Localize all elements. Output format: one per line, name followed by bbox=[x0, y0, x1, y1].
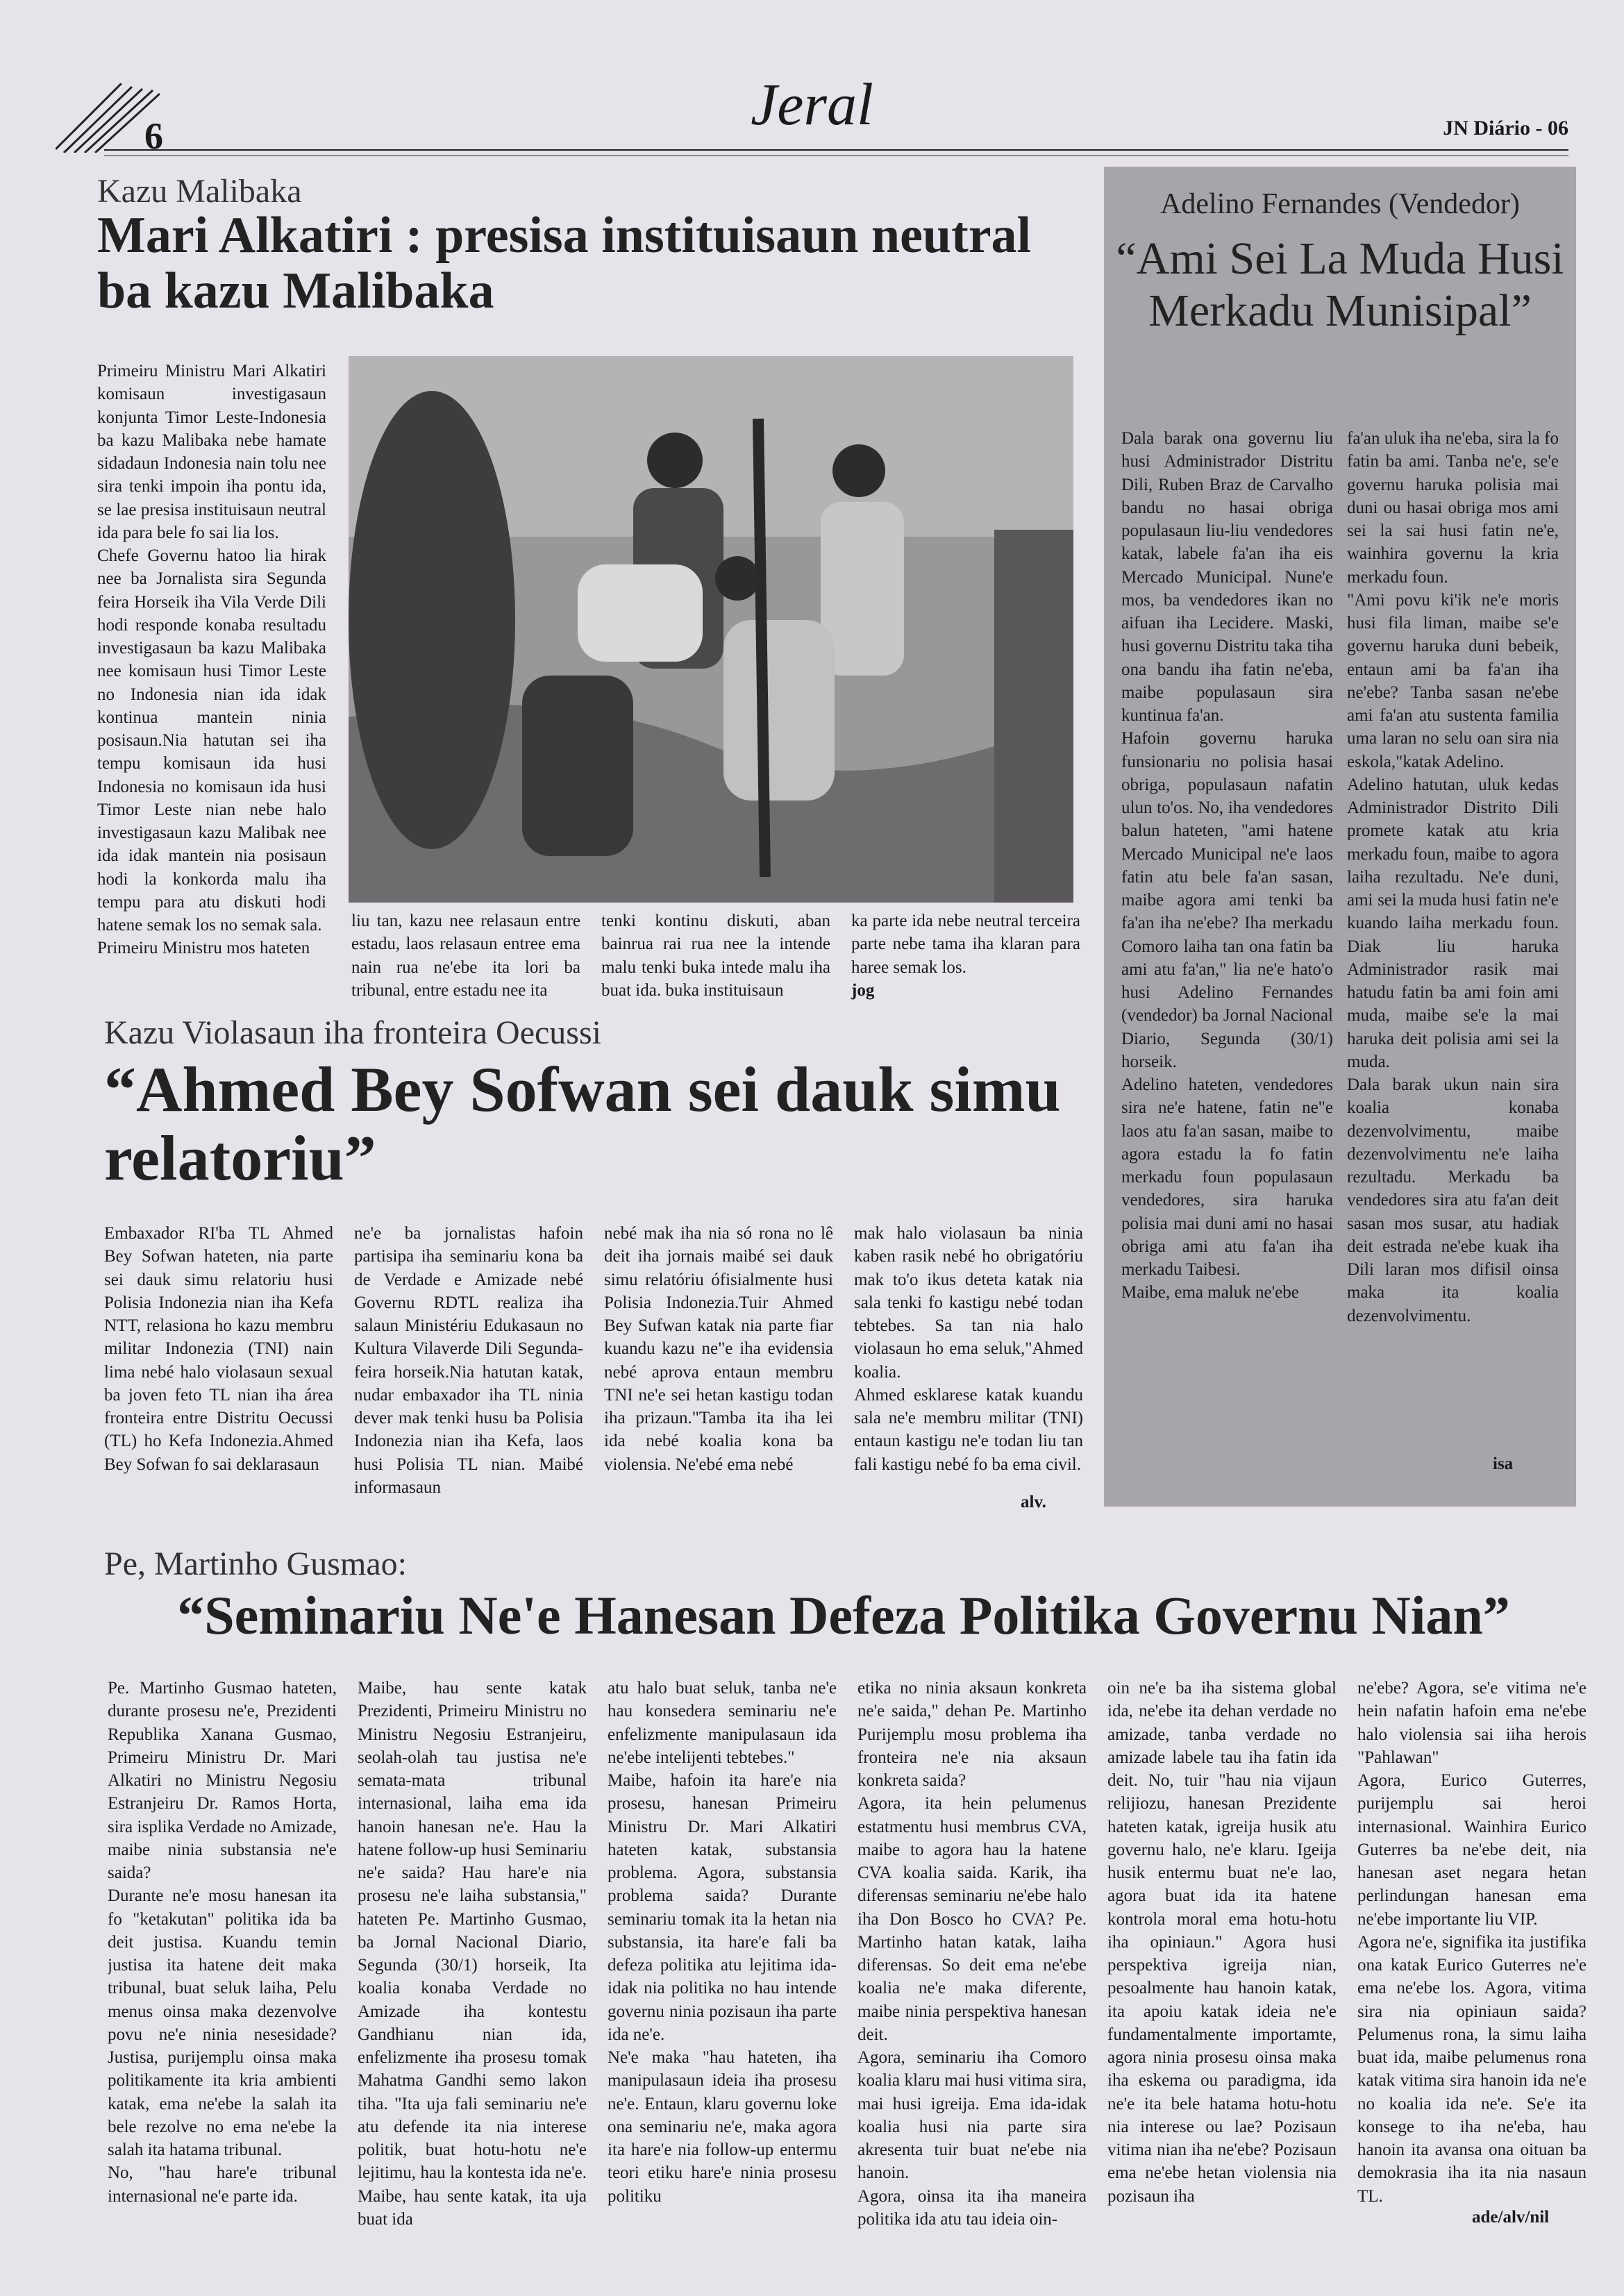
sidebar-col2: fa'an uluk iha ne'eba, sira la fo fatin ba ami. Tanba ne'e, se'e governu haruka polisia mai duni ou hasai obriga mos ami sei la sai husi fatin ne'e, wainhira governu la kria merkadu foun. "Ami povu ki'ik ne'e moris husi fila liman, maibe se'e governu haruka duni bebeik, entaun ami ba fa'an iha ne'ebe? Tanba sasan ne'ebe ami fa'an atu sustenta familia uma laran no selu oan sira nia eskola,"katak Adelino. Adelino hatutan, uluk kedas Administrador Distrito Dili promete katak atu kria merkadu foun, maibe to agora laiha rezultadu. Ne'e duni, ami sei la muda husi fatin ne'e kuando laiha merkadu foun. Diak liu haruka Administrador rasik mai hatudu fatin ba ami foin ami muda, maibe se'e la mai haruka deit polisia ami sei la muda. Dala barak ukun nain sira koalia konaba dezenvolvimentu, maibe dezenvolvimentu ne'e laiha rezultadu. Merkadu ba vendedores sira atu fa'an deit sasan mos susar, atu hadiak deit estrada ne'ebe kuak iha Dili laran mos difisil oinsa maka ita koalia dezenvolvimentu. bbox=[1347, 429, 1559, 1325]
article2-kicker: Kazu Violasaun iha fronteira Oecussi bbox=[104, 1014, 601, 1051]
article1-col4: ka parte ida nebe neutral terceira parte nebe tama iha klaran para haree semak los. bbox=[851, 912, 1080, 977]
article2-signature: alv. bbox=[1021, 1493, 1046, 1511]
article2-col3: nebé mak iha nia só rona no lê deit iha jornais maibé sei dauk simu relatóriu ófisialmente husi Polisia Indonezia.Tuir Ahmed Bey Sufwan katak nia parte fiar kuandu kazu ne"e iha evidensia nebé aprova entaun membru TNI ne'e sei hetan kastigu todan iha prizaun."Tamba ita iha lei ida nebé koalia kona ba violensia. Ne'ebé ema nebé bbox=[604, 1224, 833, 1474]
article3-signature: ade/alv/nil bbox=[1472, 2208, 1550, 2227]
article1-col2: liu tan, kazu nee relasaun entre estadu, laos relasaun entree ema nain rua ne'ebe ita lori ba tribunal, entre estadu nee ita bbox=[351, 912, 580, 1000]
news-photo bbox=[349, 356, 1073, 903]
article3-col5: oin ne'e ba iha sistema global ida, ne'ebe ita dehan verdade no amizade, tanba verdade no amizade labele tau iha fatin ida deit. No, tuir "hau nia vijaun relijiozu, hanesan Prezidente hateten katak, igreija husik atu governu halo, ne'e klaru. Igeija husik entermu buat ne'e lao, agora buat ida ita hatene kontrola moral ema hotu-hotu iha opiniaun." Agora husi perspektiva igreija nian, pesoalmente hau hanoin katak, ita apoiu katak ideia ne'e fundamentalmente importamte, agora ninia prosesu oinsa maka iha eskema ou paradigma, ida ne'e ita bele hatama hotu-hotu nia interese ou lae? Pozisaun vitima nian iha ne'ebe? Pozisaun ema ne'ebe hetan violensia nia pozisaun iha bbox=[1107, 1679, 1337, 2206]
article2-col1: Embaxador RI'ba TL Ahmed Bey Sofwan hateten, nia parte sei dauk simu relatoriu husi Polisia Indonezia nian iha Kefa NTT, relasiona ho kazu membru militar Indonezia (TNI) nain lima nebé halo violasaun sexual ba joven feto TL nian iha área fronteira entre Distritu Oecussi (TL) ho Kefa Indonezia.Ahmed Bey Sofwan fo sai deklarasaun bbox=[104, 1224, 333, 1474]
page-number: 6 bbox=[144, 115, 163, 157]
article3-col1: Pe. Martinho Gusmao hateten, durante prosesu ne'e, Prezidenti Republika Xanana Gusmao, Primeiru Ministru Dr. Mari Alkatiri no Ministru Negosiu Estranjeiru Dr. Ramos Horta, sira isplika Verdade no Amizade, maibe ninia substansia ne'e saida? Durante ne'e mosu hanesan ita fo "ketakutan" politika ida ba deit justisa. Kuandu temin justisa ita hatene deit maka tribunal, buat seluk laiha, Pelu menus oinsa maka dezenvolve povu ne'e ninia nesesidade? Justisa, purijemplu oinsa maka politikamente ita kria ambienti katak, ema ne'ebe la salah ita bele rezolve no ema ne'ebe la salah ita hatama tribunal. No, "hau hare'e tribunal internasional ne'e parte ida. bbox=[108, 1679, 337, 2206]
article2-col4: mak halo violasaun ba ninia kaben rasik nebé ho obrigatóriu mak to'o ikus deteta katak nia sala tenki fo kastigu nebé todan tebtebes. Sa tan nia halo violasaun ho ema seluk,"Ahmed koalia. Ahmed esklarese katak kuandu sala ne'e membru militar (TNI) entaun kastigu ne'e todan liu tan fali kastigu nebé fo ba ema civil. bbox=[854, 1224, 1083, 1474]
sidebar-headline: “Ami Sei La Muda Husi Merkadu Munisipal” bbox=[1116, 233, 1564, 337]
article3-col3: atu halo buat seluk, tanba ne'e hau konsedera seminariu ne'e enfelizmente manipulasaun ida ne'ebe intelijenti tebtebes." Maibe, hafoin ita hare'e nia prosesu, hanesan Primeiru Ministru Dr. Mari Alkatiri hateten katak, substansia problema. Agora, substansia problema saida? Durante seminariu tomak ita la hetan nia substansia, ita hare'e fali ba defeza politika atu lejitima ida-idak nia politika no hau intende governu ninia pozisaun iha parte ida ne'e. Ne'e maka "hau hateten, iha manipulasaun ideia iha prosesu ne'e. Entaun, klaru governu loke ona seminariu ne'e, maka agora ita hare'e nia follow-up entermu teori etiku hare'e ninia prosesu politiku bbox=[608, 1679, 837, 2206]
page-folio: JN Diário - 06 bbox=[1443, 117, 1568, 140]
section-title: Jeral bbox=[751, 71, 873, 137]
article2-col2: ne'e ba jornalistas hafoin partisipa iha seminariu kona ba de Verdade e Amizade nebé Governu RDTL realiza iha salaun Ministériu Edukasaun no Kultura Vilaverde Dili Segunda-feira horseik.Nia hatutan katak, nudar embaxador iha TL ninia dever mak tenki husu ba Polisia Indonezia nian iha Kefa, laos husi Polisia TL nian. Maibé informasaun bbox=[354, 1224, 583, 1497]
article3-col2: Maibe, hau sente katak Prezidenti, Primeiru Ministru no Ministru Negosiu Estranjeiru, seolah-olah tau justisa ne'e semata-mata tribunal internasional, laiha ema ida hanoin hanesan ne'e. Hau la hatene follow-up husi Seminariu ne'e saida? Hau hare'e nia prosesu ne'e laiha substansia," hateten Pe. Martinho Gusmao, ba Jornal Nacional Diario, Segunda (30/1) horseik, Ita koalia konaba Verdade no Amizade iha kontestu Gandhianu nian ida, enfelizmente iha prosesu tomak Mahatma Gandhi semo lakon tiha. "Ita uja fali seminariu ne'e atu defende ita nia interese politik, buat hotu-hotu ne'e lejitimu, hau la kontesta ida ne'e. Maibe, hau sente katak, ita uja buat ida bbox=[358, 1679, 587, 2229]
sidebar-col1: Dala barak ona governu liu husi Administrador Distritu Dili, Ruben Braz de Carvalho bandu no hasai obriga populasaun liu-liu vendedores katak, labele fa'an iha eis Mercado Municipal. Nune'e mos, ba vendedores ikan no aifuan iha Lecidere. Maski, husi governu Distritu taka tiha ona bandu iha fatin ne'eba, maibe populasaun sira kuntinua fa'an. Hafoin governu haruka funsionariu no polisia hasai obriga, populasaun nafatin ulun to'os. No, iha vendedores balun hateten, "ami hatene Mercado Municipal ne'e laos fatin atu bele fa'an sasan, maibe agora ami tenki ba fa'an iha ne'ebe? Iha merkadu Comoro laiha tan ona fatin ba ami atu fa'an," lia ne'e hato'o husi Adelino Fernandes (vendedor) ba Jornal Nacional Diario, Segunda (30/1) horseik. Adelino hateten, vendedores sira ne'e hatene, fatin ne"e laos atu fa'an sasan, maibe to agora estadu la fo fatin merkadu foun populasaun vendedores, sira haruka polisia mai duni ami no hasai obriga ami atu fa'an iha merkadu Taibesi. Maibe, ema maluk ne'ebe bbox=[1121, 429, 1333, 1302]
sidebar-signature: isa bbox=[1493, 1455, 1514, 1473]
header-rule bbox=[104, 149, 1568, 151]
article1-signature: jog bbox=[851, 981, 875, 1000]
article1-headline: Mari Alkatiri : presisa instituisaun neutral ba kazu Malibaka bbox=[97, 207, 1032, 319]
sidebar-kicker: Adelino Fernandes (Vendedor) bbox=[1160, 188, 1520, 220]
article1-col3: tenki kontinu diskuti, aban bainrua rai rua nee la intende malu tenki buka intede malu iha buat ida. buka instituisaun bbox=[601, 912, 830, 1000]
article3-kicker: Pe, Martinho Gusmao: bbox=[104, 1545, 407, 1582]
article1-kicker: Kazu Malibaka bbox=[97, 173, 302, 210]
article1-col1: Primeiru Ministru Mari Alkatiri komisaun investigasaun konjunta Timor Leste-Indonesia ba kazu Malibaka nebe hamate sidadaun Indonesia nain tolu nee sira tenki impoin iha pontu ida, se lae presisa instituisaun neutral ida para bele fo sai lia los. Chefe Governu hatoo lia hirak nee ba Jornalista sira Segunda feira Horseik iha Vila Verde Dili hodi responde konaba resultadu investigasaun ba kazu Malibaka nee komisaun husi Timor Leste no Indonesia nian ida idak kontinua mantein ninia posisaun.Nia hatutan sei iha tempu komisaun ida husi Indonesia no komisaun ida husi Timor Leste nian nebe halo investigasaun kazu Malibak nee ida idak mantein nia posisaun hodi la konkorda malu iha tempu para atu diskuti hodi hatene semak los no semak sala. Primeiru Ministru mos hateten bbox=[97, 362, 326, 958]
article3-col6: ne'ebe? Agora, se'e vitima ne'e hein nafatin hafoin ema ne'ebe halo violensia sai iiha herois "Pahlawan" Agora, Eurico Guterres, purijemplu sai heroi internasional. Wainhira Eurico Guterres ba ne'ebe deit, nia hanesan aset negara hetan perlindungan hanesan ema ne'ebe importante liu VIP. Agora ne'e, signifika ita justifika ona katak Eurico Guterres ne'e ema ne'ebe los. Agora, vitima sira nia opiniaun saida? Pelumenus rona, la simu laiha buat ida, maibe pelumenus rona katak vitima sira hanoin ida ne'e no koalia ida ne'e. Se'e ita konsege to iha ne'eba, hau hanoin ita avansa ona oituan ba demokrasia iha ita nia nasaun TL. bbox=[1357, 1679, 1587, 2204]
sidebar-box bbox=[1104, 167, 1576, 1507]
article3-col4: etika no ninia aksaun konkreta ne'e saida," dehan Pe. Martinho Purijemplu mosu problema iha fronteira ne'e nia aksaun konkreta saida? Agora, ita hein pelumenus estatmentu husi membrus CVA, maibe to agora hau la hatene CVA koalia saida. Karik, iha diferensas seminariu ne'ebe halo iha Don Bosco ho CVA? Pe. Martinho hatan katak, laiha diferensas. So deit ema ne'ebe koalia ne'e maka diferente, maibe ninia perspektiva hanesan deit. Agora, seminariu iha Comoro koalia klaru mai husi vitima sira, mai husi igreija. Ema ida-idak koalia husi nia parte sira akresenta tuir buat ne'ebe nia hanoin. Agora, oinsa ita iha maneira politika ida atu tau ideia oin- bbox=[857, 1679, 1087, 2229]
article2-headline: “Ahmed Bey Sofwan sei dauk simu relatoriu” bbox=[104, 1054, 1061, 1194]
article3-headline: “Seminariu Ne'e Hanesan Defeza Politika Governu Nian” bbox=[177, 1585, 1510, 1645]
